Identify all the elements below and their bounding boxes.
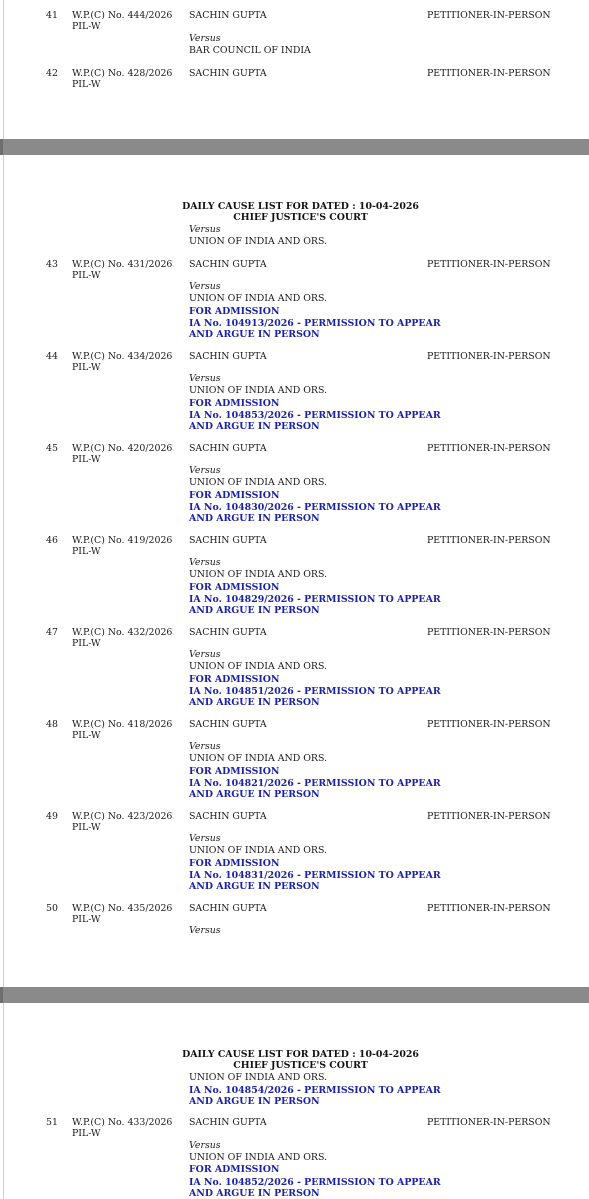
advocate: PETITIONER-IN-PERSON [427, 10, 551, 21]
advocate: PETITIONER-IN-PERSON [427, 903, 551, 914]
ia-application: IA No. 104821/2026 - PERMISSION TO APPEAR [189, 778, 441, 789]
ia-application-cont: AND ARGUE IN PERSON [189, 513, 320, 524]
petitioner-name: SACHIN GUPTA [189, 719, 267, 730]
case-type: PIL-W [72, 454, 101, 465]
respondent-name: UNION OF INDIA AND ORS. [189, 845, 328, 856]
serial-number: 43 [46, 259, 58, 270]
petitioner-name: SACHIN GUPTA [189, 535, 267, 546]
ia-application: IA No. 104831/2026 - PERMISSION TO APPEAR [189, 870, 441, 881]
case-type: PIL-W [72, 730, 101, 741]
ia-application-cont: AND ARGUE IN PERSON [189, 789, 320, 800]
header-court: CHIEF JUSTICE'S COURT [233, 212, 368, 223]
ia-application: IA No. 104854/2026 - PERMISSION TO APPEAR [189, 1085, 441, 1096]
case-type: PIL-W [72, 1128, 101, 1139]
serial-number: 48 [46, 719, 58, 730]
serial-number: 42 [46, 68, 58, 79]
case-number: W.P.(C) No. 435/2026 [72, 903, 173, 914]
versus-label: Versus [189, 1140, 221, 1151]
ia-application-cont: AND ARGUE IN PERSON [189, 329, 320, 340]
ia-application: IA No. 104851/2026 - PERMISSION TO APPEAR [189, 686, 441, 697]
case-number: W.P.(C) No. 418/2026 [72, 719, 173, 730]
versus-label: Versus [189, 33, 221, 44]
advocate: PETITIONER-IN-PERSON [427, 351, 551, 362]
case-number: W.P.(C) No. 434/2026 [72, 351, 173, 362]
versus-label: Versus [189, 465, 221, 476]
page-header [4, 201, 589, 223]
respondent-name: UNION OF INDIA AND ORS. [189, 753, 328, 764]
versus-label: Versus [189, 925, 221, 936]
header-title: DAILY CAUSE LIST FOR DATED : 10-04-2026 [182, 1049, 419, 1060]
case-type: PIL-W [72, 914, 101, 925]
ia-application: IA No. 104853/2026 - PERMISSION TO APPEAR [189, 410, 441, 421]
cause-list-page-2 [3, 155, 589, 987]
petitioner-name: SACHIN GUPTA [189, 68, 267, 79]
advocate: PETITIONER-IN-PERSON [427, 259, 551, 270]
serial-number: 45 [46, 443, 58, 454]
for-admission: FOR ADMISSION [189, 490, 280, 501]
case-type: PIL-W [72, 638, 101, 649]
page-header [4, 1049, 589, 1071]
page-separator [0, 987, 589, 1003]
respondent-name: UNION OF INDIA AND ORS. [189, 661, 328, 672]
case-type: PIL-W [72, 822, 101, 833]
respondent-name: BAR COUNCIL OF INDIA [189, 45, 311, 56]
respondent-name: UNION OF INDIA AND ORS. [189, 293, 328, 304]
case-type: PIL-W [72, 21, 101, 32]
case-type: PIL-W [72, 546, 101, 557]
serial-number: 41 [46, 10, 58, 21]
respondent-name: UNION OF INDIA AND ORS. [189, 385, 328, 396]
header-court: CHIEF JUSTICE'S COURT [233, 1060, 368, 1071]
petitioner-name: SACHIN GUPTA [189, 1117, 267, 1128]
serial-number: 50 [46, 903, 58, 914]
advocate: PETITIONER-IN-PERSON [427, 443, 551, 454]
ia-application: IA No. 104913/2026 - PERMISSION TO APPEAR [189, 318, 441, 329]
petitioner-name: SACHIN GUPTA [189, 903, 267, 914]
versus-label: Versus [189, 281, 221, 292]
petitioner-name: SACHIN GUPTA [189, 259, 267, 270]
for-admission: FOR ADMISSION [189, 306, 280, 317]
case-number: W.P.(C) No. 419/2026 [72, 535, 173, 546]
advocate: PETITIONER-IN-PERSON [427, 627, 551, 638]
versus-label: Versus [189, 557, 221, 568]
respondent-name: UNION OF INDIA AND ORS. [189, 569, 328, 580]
versus-label: Versus [189, 649, 221, 660]
for-admission: FOR ADMISSION [189, 398, 280, 409]
ia-application-cont: AND ARGUE IN PERSON [189, 1096, 320, 1107]
petitioner-name: SACHIN GUPTA [189, 10, 267, 21]
case-number: W.P.(C) No. 423/2026 [72, 811, 173, 822]
ia-application: IA No. 104829/2026 - PERMISSION TO APPEAR [189, 594, 441, 605]
ia-application: IA No. 104852/2026 - PERMISSION TO APPEAR [189, 1177, 441, 1188]
advocate: PETITIONER-IN-PERSON [427, 719, 551, 730]
for-admission: FOR ADMISSION [189, 674, 280, 685]
for-admission: FOR ADMISSION [189, 766, 280, 777]
respondent-name: UNION OF INDIA AND ORS. [189, 1072, 328, 1083]
for-admission: FOR ADMISSION [189, 582, 280, 593]
case-number: W.P.(C) No. 431/2026 [72, 259, 173, 270]
case-number: W.P.(C) No. 428/2026 [72, 68, 173, 79]
serial-number: 44 [46, 351, 58, 362]
header-title: DAILY CAUSE LIST FOR DATED : 10-04-2026 [182, 201, 419, 212]
advocate: PETITIONER-IN-PERSON [427, 811, 551, 822]
ia-application-cont: AND ARGUE IN PERSON [189, 697, 320, 708]
serial-number: 51 [46, 1117, 58, 1128]
advocate: PETITIONER-IN-PERSON [427, 535, 551, 546]
respondent-name: UNION OF INDIA AND ORS. [189, 477, 328, 488]
cause-list-page-3 [3, 1003, 589, 1199]
petitioner-name: SACHIN GUPTA [189, 351, 267, 362]
case-type: PIL-W [72, 362, 101, 373]
for-admission: FOR ADMISSION [189, 1164, 280, 1175]
case-number: W.P.(C) No. 433/2026 [72, 1117, 173, 1128]
advocate: PETITIONER-IN-PERSON [427, 68, 551, 79]
ia-application-cont: AND ARGUE IN PERSON [189, 881, 320, 892]
respondent-name: UNION OF INDIA AND ORS. [189, 236, 328, 247]
case-number: W.P.(C) No. 420/2026 [72, 443, 173, 454]
page-separator [0, 139, 589, 155]
versus-label: Versus [189, 373, 221, 384]
case-type: PIL-W [72, 270, 101, 281]
respondent-name: UNION OF INDIA AND ORS. [189, 1152, 328, 1163]
ia-application-cont: AND ARGUE IN PERSON [189, 421, 320, 432]
ia-application: IA No. 104830/2026 - PERMISSION TO APPEAR [189, 502, 441, 513]
serial-number: 47 [46, 627, 58, 638]
petitioner-name: SACHIN GUPTA [189, 811, 267, 822]
versus-label: Versus [189, 833, 221, 844]
cause-list-page-1 [3, 0, 589, 139]
ia-application-cont: AND ARGUE IN PERSON [189, 1188, 320, 1199]
for-admission: FOR ADMISSION [189, 858, 280, 869]
versus-label: Versus [189, 741, 221, 752]
versus-label: Versus [189, 224, 221, 235]
case-number: W.P.(C) No. 432/2026 [72, 627, 173, 638]
advocate: PETITIONER-IN-PERSON [427, 1117, 551, 1128]
petitioner-name: SACHIN GUPTA [189, 627, 267, 638]
ia-application-cont: AND ARGUE IN PERSON [189, 605, 320, 616]
case-number: W.P.(C) No. 444/2026 [72, 10, 173, 21]
serial-number: 46 [46, 535, 58, 546]
serial-number: 49 [46, 811, 58, 822]
case-type: PIL-W [72, 79, 101, 90]
petitioner-name: SACHIN GUPTA [189, 443, 267, 454]
